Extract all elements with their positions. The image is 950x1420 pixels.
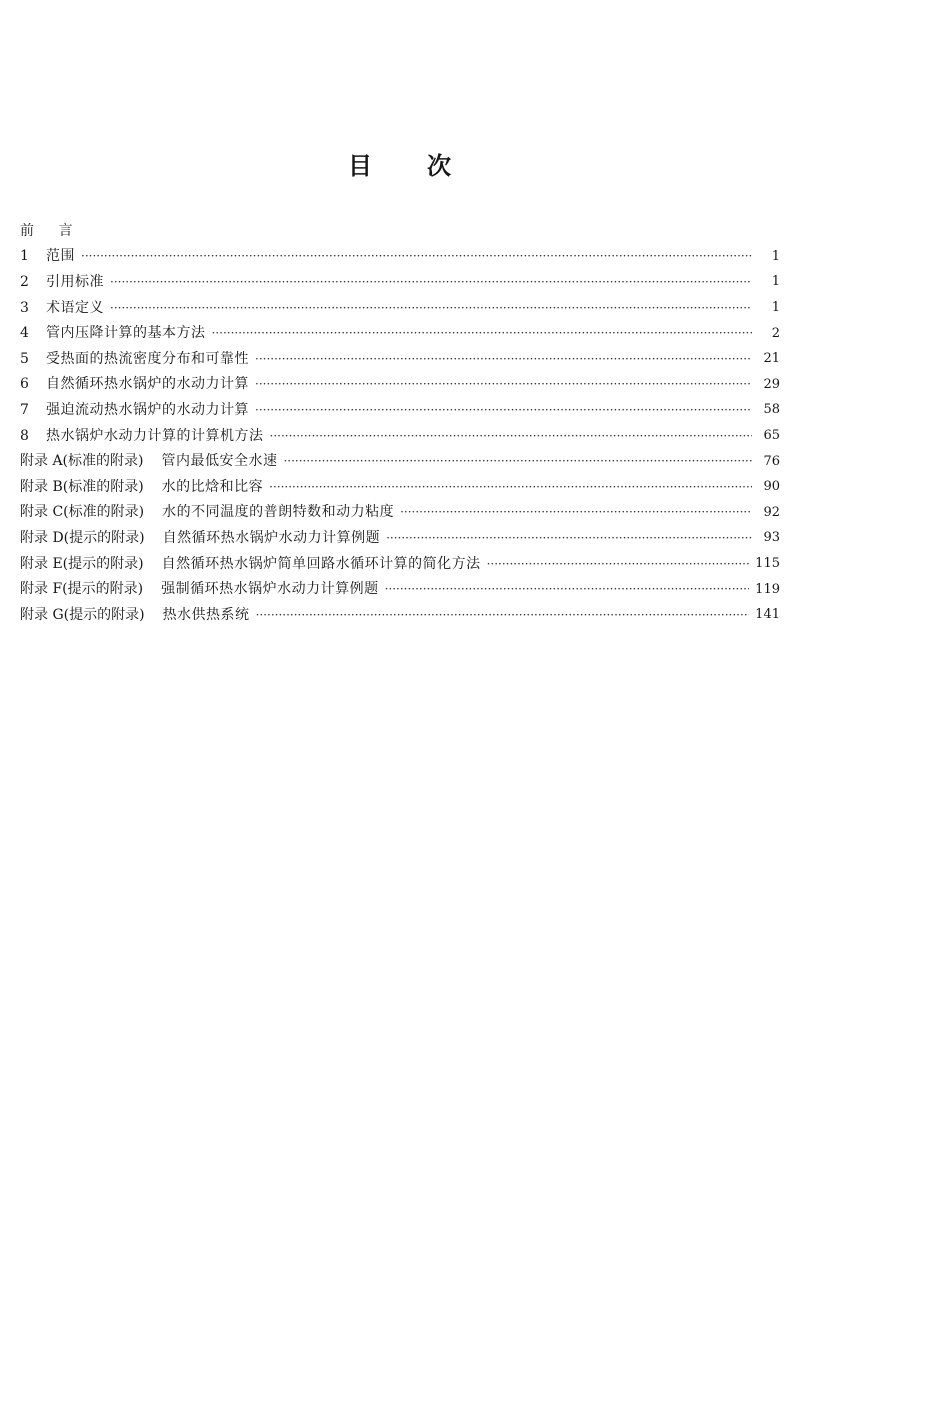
toc-leader-dots bbox=[212, 327, 753, 339]
toc-entry-label: 管内最低安全水速 bbox=[161, 453, 278, 470]
toc-entry-label: 术语定义 bbox=[46, 299, 104, 316]
page-title-second-char: 次 bbox=[427, 152, 452, 180]
toc-entry-label: 水的比焓和比容 bbox=[161, 478, 264, 495]
toc-entry-appendix-a[interactable] bbox=[20, 448, 780, 474]
page-title-first-char: 目 bbox=[348, 152, 373, 180]
toc-entry-number: 2 bbox=[20, 273, 29, 290]
toc-entry-label: 强迫流动热水锅炉的水动力计算 bbox=[46, 401, 249, 418]
toc-entry-number: 6 bbox=[20, 376, 29, 393]
toc-leader-dots bbox=[386, 532, 752, 544]
toc-entry-page: 29 bbox=[763, 376, 780, 392]
toc-entry-label: 热水供热系统 bbox=[162, 606, 250, 623]
toc-entry-number: 4 bbox=[20, 325, 29, 342]
toc-leader-dots bbox=[110, 302, 752, 314]
toc-entry-appendix-f[interactable] bbox=[20, 576, 780, 602]
toc-leader-dots bbox=[256, 609, 750, 621]
toc-entry-page: 1 bbox=[771, 248, 780, 264]
toc-appendix-prefix: 附录 E(提示的附录) bbox=[20, 555, 144, 572]
toc-entry-appendix-b[interactable] bbox=[20, 474, 780, 500]
toc-entry-chapter-5[interactable] bbox=[20, 346, 780, 372]
toc-entry-appendix-c[interactable] bbox=[20, 500, 780, 526]
toc-leader-dots bbox=[81, 250, 752, 262]
toc-leader-dots bbox=[400, 506, 752, 518]
toc-entry-label: 热水锅炉水动力计算的计算机方法 bbox=[46, 427, 264, 444]
toc-entry-chapter-6[interactable] bbox=[20, 372, 780, 398]
toc-entry-page: 21 bbox=[763, 351, 780, 367]
toc-leader-dots bbox=[255, 378, 752, 390]
toc-appendix-prefix: 附录 B(标准的附录) bbox=[20, 478, 144, 495]
toc-entry-appendix-e[interactable] bbox=[20, 551, 780, 577]
toc-entry-page: 76 bbox=[763, 453, 780, 469]
toc-entry-chapter-2[interactable] bbox=[20, 269, 780, 295]
toc-entry-label: 自然循环热水锅炉简单回路水循环计算的简化方法 bbox=[161, 555, 481, 572]
toc-entry-page: 65 bbox=[763, 428, 780, 444]
toc-entry-page: 92 bbox=[763, 504, 780, 520]
toc-entry-page: 141 bbox=[755, 607, 780, 623]
toc-entry-number: 3 bbox=[20, 299, 29, 316]
toc-leader-dots bbox=[270, 430, 753, 442]
toc-leader-dots bbox=[110, 276, 752, 288]
toc-entry-chapter-8[interactable] bbox=[20, 423, 780, 449]
toc-appendix-prefix: 附录 A(标准的附录) bbox=[20, 453, 144, 470]
toc-leader-dots bbox=[283, 455, 752, 467]
toc-entry-number: 8 bbox=[20, 427, 29, 444]
toc-entry-page: 115 bbox=[755, 556, 780, 572]
toc-entry-chapter-3[interactable] bbox=[20, 295, 780, 321]
toc-entry-number: 5 bbox=[20, 350, 29, 367]
toc-appendix-prefix: 附录 G(提示的附录) bbox=[20, 606, 145, 623]
toc-entry-label: 管内压降计算的基本方法 bbox=[46, 325, 206, 342]
toc-appendix-prefix: 附录 D(提示的附录) bbox=[20, 529, 145, 546]
toc-entry-label: 引用标准 bbox=[46, 273, 104, 290]
toc-entry-page: 2 bbox=[771, 325, 780, 341]
toc-entry-page: 58 bbox=[763, 402, 780, 418]
toc-entry-appendix-d[interactable] bbox=[20, 525, 780, 551]
toc-entry-appendix-g[interactable] bbox=[20, 602, 780, 628]
toc-entry-number: 7 bbox=[20, 401, 29, 418]
toc-entry-chapter-1[interactable] bbox=[20, 244, 780, 270]
toc-entry-page: 119 bbox=[755, 581, 780, 597]
toc-entry-label: 水的不同温度的普朗特数和动力粘度 bbox=[162, 504, 395, 521]
toc-leader-dots bbox=[255, 353, 752, 365]
toc-entry-page: 1 bbox=[771, 274, 780, 290]
toc-entry-chapter-7[interactable] bbox=[20, 397, 780, 423]
toc-leader-dots bbox=[487, 558, 750, 570]
toc-leader-dots bbox=[255, 404, 752, 416]
toc-entry-page: 93 bbox=[763, 530, 780, 546]
toc-entry-label: 范围 bbox=[46, 248, 75, 265]
toc-appendix-prefix: 附录 F(提示的附录) bbox=[20, 581, 144, 598]
toc-entry-label: 受热面的热流密度分布和可靠性 bbox=[46, 350, 249, 367]
toc-preface-label: 前 言 bbox=[20, 222, 83, 239]
toc-entry-label: 自然循环热水锅炉水动力计算例题 bbox=[162, 529, 381, 546]
toc-entry-number: 1 bbox=[20, 248, 29, 265]
toc-leader-dots bbox=[269, 481, 752, 493]
toc-entry-label: 自然循环热水锅炉的水动力计算 bbox=[46, 376, 249, 393]
toc-leader-dots bbox=[385, 583, 750, 595]
toc-entry-page: 1 bbox=[771, 300, 780, 316]
page-title bbox=[0, 146, 800, 181]
toc-entry-label: 强制循环热水锅炉水动力计算例题 bbox=[161, 581, 379, 598]
table-of-contents bbox=[20, 218, 780, 628]
toc-preface[interactable] bbox=[20, 218, 780, 244]
toc-appendix-prefix: 附录 C(标准的附录) bbox=[20, 504, 145, 521]
toc-entry-page: 90 bbox=[763, 479, 780, 495]
toc-entry-chapter-4[interactable] bbox=[20, 320, 780, 346]
